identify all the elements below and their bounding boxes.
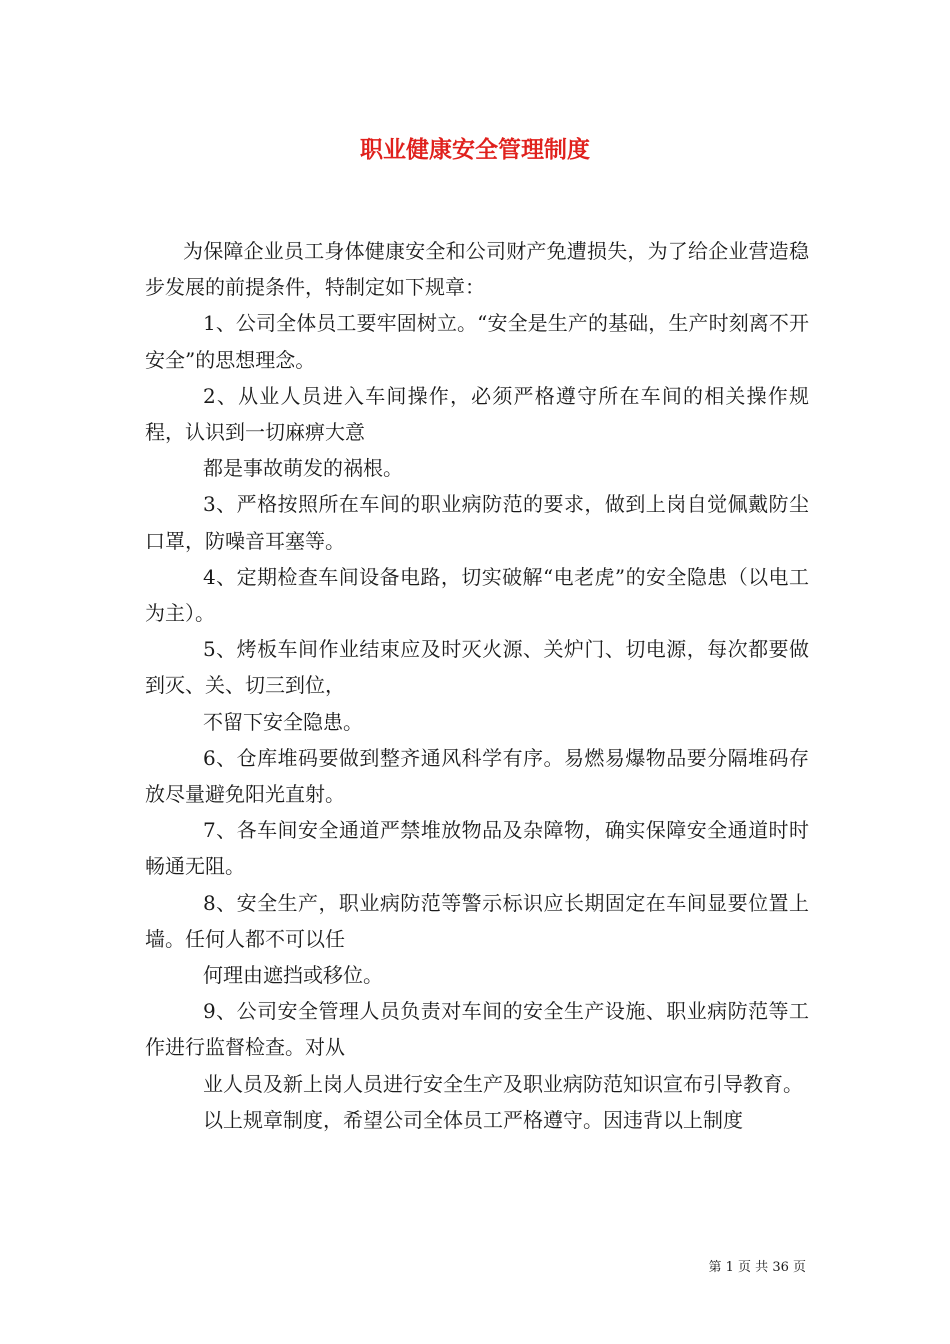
page-number: 第 1 页 共 36 页 [708,1260,806,1275]
rule-5-paragraph: 5、烤板车间作业结束应及时灭火源、关炉门、切电源，每次都要做到灭、关、切三到位， [145,637,809,698]
intro-paragraph: 为保障企业员工身体健康安全和公司财产免遭损失，为了给企业营造稳步发展的前提条件，特制定如下规章： [145,239,809,300]
rule-9-continuation: 业人员及新上岗人员进行安全生产及职业病防范知识宣布引导教育。 [203,1071,803,1096]
rule-8-paragraph: 8、安全生产，职业病防范等警示标识应长期固定在车间显要位置上墙。任何人都不可以任 [145,890,809,951]
rule-9-paragraph: 9、公司安全管理人员负责对车间的安全生产设施、职业病防范等工作进行监督检查。对从 [145,999,809,1060]
rule-6-paragraph: 6、仓库堆码要做到整齐通风科学有序。易燃易爆物品要分隔堆码存放尽量避免阳光直射。 [145,745,809,807]
rule-8-continuation: 何理由遮挡或移位。 [203,963,383,988]
rule-1-paragraph: 1、公司全体员工要牢固树立。“安全是生产的基础，生产时刻离不开安全”的思想理念。 [145,311,809,372]
closing-paragraph: 以上规章制度，希望公司全体员工严格遵守。因违背以上制度 [203,1107,743,1132]
rule-5-continuation: 不留下安全隐患。 [203,709,363,734]
rule-2-continuation: 都是事故萌发的祸根。 [203,456,403,481]
rule-4-paragraph: 4、定期检查车间设备电路，切实破解“电老虎”的安全隐患（以电工为主）。 [145,564,809,626]
rule-2-paragraph: 2、从业人员进入车间操作，必须严格遵守所在车间的相关操作规程，认识到一切麻痹大意 [145,383,809,445]
document-body [145,233,809,1138]
rule-3-paragraph: 3、严格按照所在车间的职业病防范的要求，做到上岗自觉佩戴防尘口罩，防噪音耳塞等。 [145,492,809,553]
document-title: 职业健康安全管理制度 [360,136,590,163]
rule-7-paragraph: 7、各车间安全通道严禁堆放物品及杂障物，确实保障安全通道时时畅通无阻。 [145,818,809,879]
